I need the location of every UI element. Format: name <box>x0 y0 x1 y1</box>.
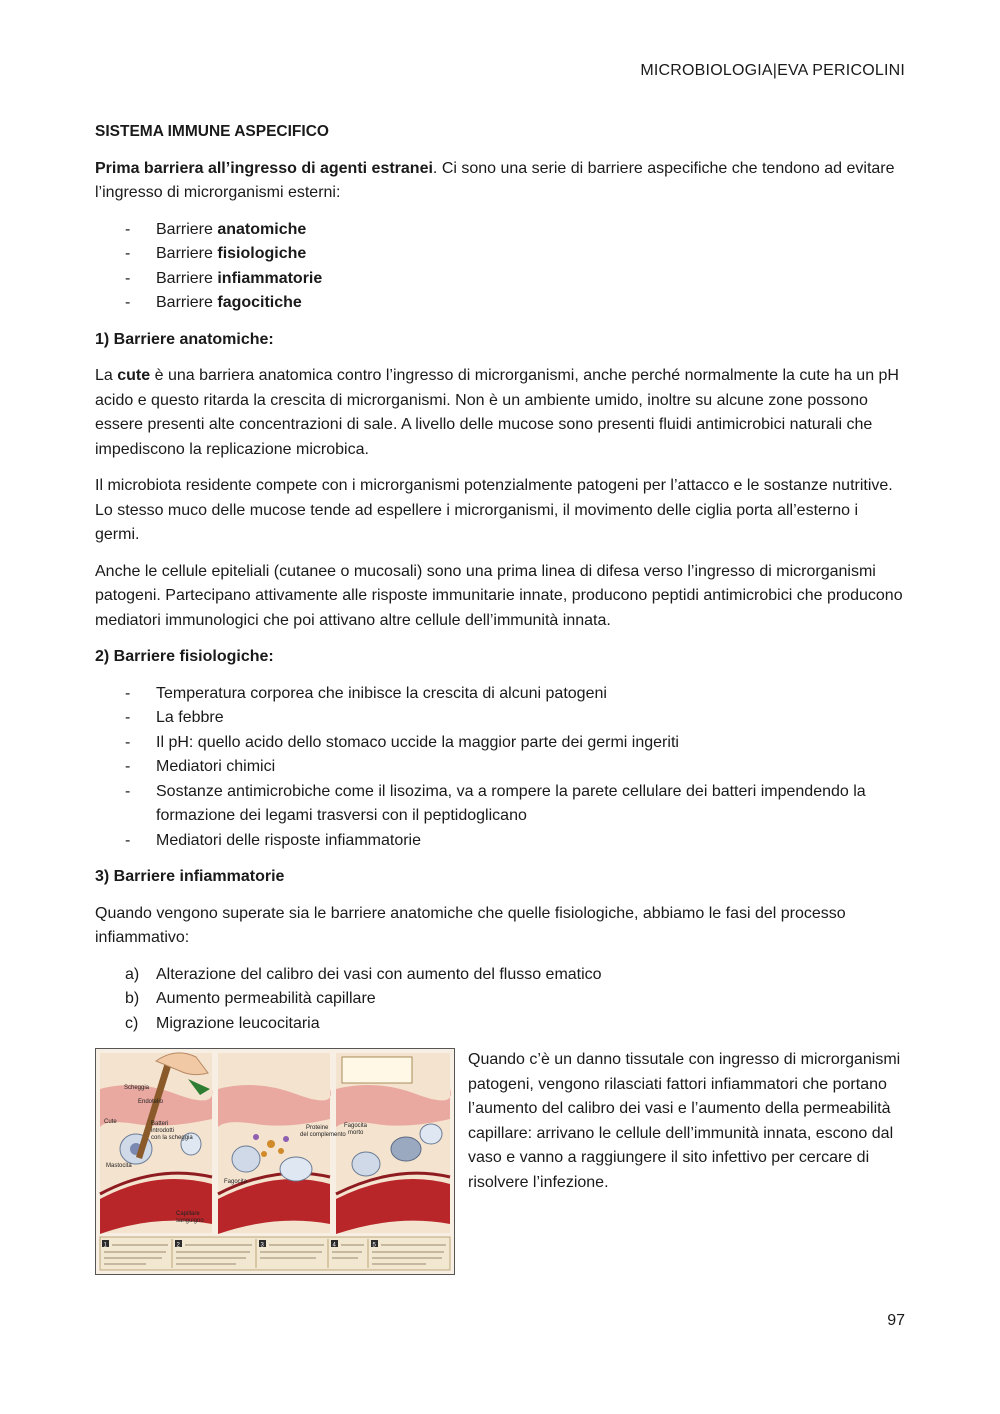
inflammation-figure <box>95 1048 455 1275</box>
section-heading-fisiologiche: 2) Barriere fisiologiche: <box>95 648 274 665</box>
panel-1 <box>100 1053 212 1234</box>
label-batteri: Batteri <box>151 1121 169 1127</box>
label-proteine-2: del complemento <box>300 1132 346 1138</box>
list-item: - Barriere fagocitiche <box>125 294 302 311</box>
page-content <box>95 120 905 1288</box>
step-4-number: 4 <box>332 1242 336 1249</box>
paragraph-epiteliali: Anche le cellule epiteliali (cutanee o mucosali) sono una prima linea di difesa verso l’ingresso di microrganismi patogeni. Partecipano attivamente alle risposte immunitarie innate, producono peptidi antimicrobici che producono mediatori immunologici che poi attivano altre cellule dell’immunità innata. <box>95 562 903 629</box>
step-5-number: 5 <box>372 1242 376 1249</box>
list-item: - Mediatori delle risposte infiammatorie <box>125 831 421 849</box>
intro-text: . Ci sono una serie di barriere aspecifiche che tendono ad evitare l’ingresso di microrganismi esterni: <box>95 159 895 201</box>
label-fagocita: Fagocita <box>224 1179 248 1185</box>
section-heading-infiammatorie: 3) Barriere infiammatorie <box>95 868 285 885</box>
list-item: - Barriere fisiologiche <box>125 245 307 262</box>
label-capillare: Capillare <box>176 1211 200 1217</box>
label-proteine: Proteine <box>306 1125 329 1131</box>
section-heading-anatomiche: 1) Barriere anatomiche: <box>95 330 274 348</box>
figure-row <box>95 1048 905 1288</box>
step-3-number: 3 <box>260 1242 264 1249</box>
paragraph-microbiota: Il microbiota residente compete con i microrganismi potenzialmente patogeni per l’attacco e le sostanze nutritive. Lo stesso muco delle mucose tende ad espellere i microrganismi, il movimento delle ciglia porta all’esterno i germi. <box>95 477 893 543</box>
fasi-list <box>95 963 905 1037</box>
fisiologiche-list <box>95 682 905 854</box>
label-cute: Cute <box>104 1119 117 1125</box>
barrier-list <box>95 218 905 316</box>
inflammation-illustration <box>96 1049 454 1274</box>
paragraph-cute: La cute è una barriera anatomica contro l’ingresso di microrganismi, anche perché normalmente la cute ha un pH acido e questo ritarda la crescita di microrganismi. Non è un ambiente umido, inoltre su alcune zone possono essere presenti alte concentrazioni di sale. A livello delle mucose sono presenti fluidi antimicrobici naturali che impediscono la replicazione microbica. <box>95 367 899 458</box>
label-mastocita: Mastocita <box>106 1163 132 1169</box>
section-title: SISTEMA IMMUNE ASPECIFICO <box>95 123 329 140</box>
label-batteri-2: introdotti <box>151 1128 175 1134</box>
panel-2 <box>218 1053 331 1234</box>
label-capillare-2: sanguigno <box>176 1218 204 1224</box>
list-item: c) Migrazione leucocitaria <box>125 1014 320 1032</box>
list-item: - Temperatura corporea che inibisce la crescita di alcuni patogeni <box>125 684 607 702</box>
list-item: - Mediatori chimici <box>125 758 276 775</box>
label-scheggia: Scheggia <box>124 1085 150 1091</box>
label-batteri-3: con la scheggia <box>151 1135 193 1141</box>
label-fagocita-morto: Fagocita <box>344 1123 368 1129</box>
list-item: - La febbre <box>125 709 224 726</box>
step-2-number: 2 <box>176 1242 180 1249</box>
label-fagocita-morto-2: morto <box>348 1130 364 1136</box>
list-item: - Sostanze antimicrobiche come il lisozima, va a rompere la parete cellulare dei batteri impendendo la formazione dei legami trasversi con il peptidoglicano <box>125 782 866 824</box>
list-item: b) Aumento permeabilità capillare <box>125 990 376 1007</box>
intro-paragraph <box>95 157 905 206</box>
list-item: a) Alterazione del calibro dei vasi con aumento del flusso ematico <box>125 965 602 983</box>
figure-caption-text: Quando c’è un danno tissutale con ingresso di microrganismi patogeni, vengono rilasciati fattori infiammatori che portano l’aumento del calibro dei vasi e l’aumento della permeabilità capillare: arrivano le cellule dell’immunità innata, escono dal vaso e vanno a raggiungere il sito infettivo per cercare di risolvere l’infezione. <box>468 1051 901 1191</box>
list-item: - Barriere anatomiche <box>125 220 307 238</box>
step-1-number: 1 <box>103 1242 107 1249</box>
running-header: MICROBIOLOGIA|EVA PERICOLINI <box>640 62 905 79</box>
label-endotelio: Endotelio <box>138 1099 164 1105</box>
list-item: - Il pH: quello acido dello stomaco uccide la maggior parte dei germi ingeriti <box>125 733 679 751</box>
intro-bold: Prima barriera all’ingresso di agenti estranei <box>95 159 433 177</box>
page-number: 97 <box>887 1312 905 1329</box>
list-item: - Barriere infiammatorie <box>125 269 323 287</box>
panel-3 <box>336 1053 451 1234</box>
paragraph-infiammatorio: Quando vengono superate sia le barriere anatomiche che quelle fisiologiche, abbiamo le fasi del processo infiammativo: <box>95 904 846 946</box>
